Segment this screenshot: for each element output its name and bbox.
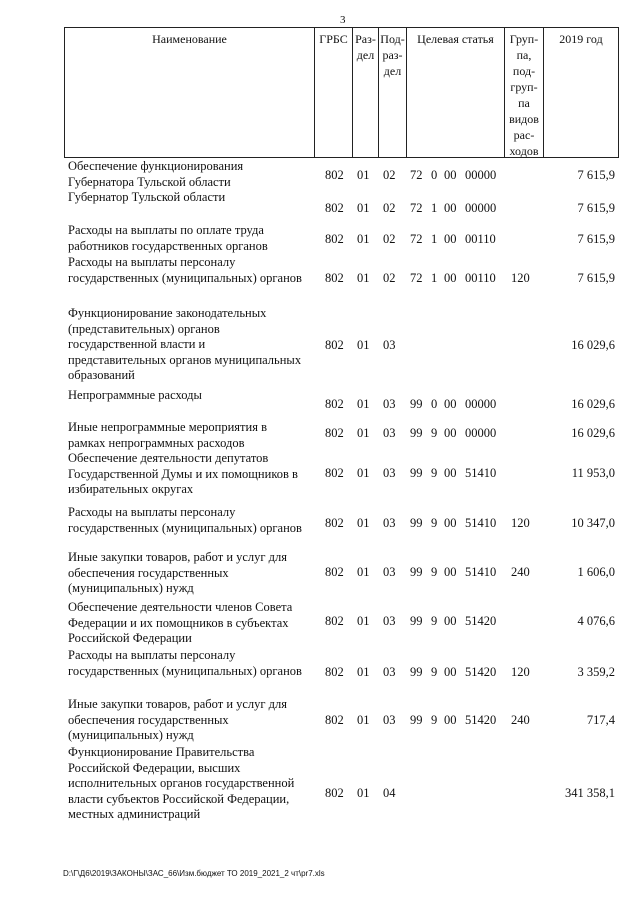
row-name-line: исполнительных органов государственной	[68, 776, 295, 790]
cell-article-program: 72	[410, 201, 423, 215]
header-article	[406, 27, 505, 158]
cell-podrazdel: 02	[383, 271, 396, 285]
row-name-line: государственных (муниципальных) органов	[68, 270, 302, 285]
row-name-line: Расходы на выплаты персоналу	[68, 505, 236, 519]
cell-podrazdel: 03	[383, 516, 396, 530]
row-name-line: Губернатора Тульской области	[68, 174, 231, 189]
row-name	[68, 600, 313, 647]
header-article-label: Целевая статья	[417, 32, 494, 46]
page-number: 3	[340, 14, 346, 26]
header-group-line: груп-	[510, 80, 538, 94]
cell-grbs: 802	[325, 786, 344, 800]
cell-article-subprogram: 0	[431, 168, 438, 182]
cell-podrazdel: 03	[383, 397, 396, 411]
cell-article-subprogram: 9	[431, 665, 438, 679]
cell-article-subprogram: 1	[431, 201, 438, 215]
cell-podrazdel: 03	[383, 338, 396, 352]
header-year-label: 2019 год	[559, 32, 603, 46]
row-name-line: Обеспечение деятельности членов Совета	[68, 600, 293, 614]
cell-article-direction: 00	[444, 397, 457, 411]
row-name	[68, 190, 313, 206]
row-name-line: обеспечения государственных	[68, 565, 229, 580]
cell-article-program: 72	[410, 232, 423, 246]
cell-article-direction: 00	[444, 466, 457, 480]
header-razdel-line: Раз-	[355, 32, 376, 46]
cell-podrazdel: 03	[383, 466, 396, 480]
file-path-footer: D:\Г\Д6\2019\ЗАКОНЫ\ЗАС_66\Изм.бюджет ТО 2019_2021_2 чт\pr7.xls	[63, 869, 325, 878]
cell-article-subprogram: 1	[431, 271, 438, 285]
row-name-line: рамках непрограммных расходов	[68, 435, 245, 450]
cell-article-program: 99	[410, 565, 423, 579]
header-group-line: па,	[516, 48, 532, 62]
cell-article-code: 51410	[465, 466, 497, 480]
cell-article-subprogram: 0	[431, 397, 438, 411]
cell-article-code: 00000	[465, 201, 497, 215]
row-name-line: (муниципальных) нужд	[68, 728, 194, 742]
cell-expense-group: 240	[511, 565, 530, 579]
cell-article-subprogram: 9	[431, 516, 438, 530]
row-name-line: государственных (муниципальных) органов	[68, 663, 302, 678]
row-name-line: местных администраций	[68, 807, 201, 821]
row-name-line: работников государственных органов	[68, 238, 268, 253]
row-name	[68, 648, 313, 679]
cell-grbs: 802	[325, 397, 344, 411]
cell-grbs: 802	[325, 168, 344, 182]
row-name-line: Российской Федерации, высших	[68, 760, 241, 775]
cell-amount: 3 359,2	[577, 665, 615, 679]
cell-amount: 11 953,0	[571, 466, 615, 480]
row-name	[68, 159, 313, 190]
header-podrazdel-line: дел	[383, 64, 402, 78]
cell-amount: 10 347,0	[571, 516, 615, 530]
header-group-line: видов	[509, 112, 539, 126]
cell-amount: 1 606,0	[577, 565, 615, 579]
row-name-line: Функционирование Правительства	[68, 745, 255, 759]
cell-podrazdel: 02	[383, 232, 396, 246]
cell-razdel: 01	[357, 232, 370, 246]
header-podrazdel-line: раз-	[382, 48, 403, 62]
cell-grbs: 802	[325, 271, 344, 285]
cell-expense-group: 240	[511, 713, 530, 727]
row-name	[68, 745, 313, 823]
cell-expense-group: 120	[511, 271, 530, 285]
cell-amount: 16 029,6	[571, 426, 615, 440]
cell-article-direction: 00	[444, 565, 457, 579]
cell-article-direction: 00	[444, 713, 457, 727]
cell-article-code: 51420	[465, 713, 497, 727]
cell-razdel: 01	[357, 271, 370, 285]
cell-grbs: 802	[325, 614, 344, 628]
cell-expense-group: 120	[511, 516, 530, 530]
cell-article-code: 00110	[465, 232, 496, 246]
cell-article-direction: 00	[444, 614, 457, 628]
cell-razdel: 01	[357, 168, 370, 182]
cell-grbs: 802	[325, 426, 344, 440]
cell-expense-group: 120	[511, 665, 530, 679]
cell-article-subprogram: 9	[431, 426, 438, 440]
cell-amount: 717,4	[586, 713, 615, 727]
cell-article-subprogram: 9	[431, 713, 438, 727]
header-group-line: ходов	[509, 144, 539, 158]
cell-article-code: 51410	[465, 565, 497, 579]
row-name	[68, 223, 313, 254]
row-name	[68, 420, 313, 451]
header-grbs	[314, 27, 353, 158]
cell-article-program: 72	[410, 271, 423, 285]
cell-amount: 7 615,9	[577, 201, 615, 215]
header-group-line: под-	[512, 64, 536, 78]
cell-razdel: 01	[357, 201, 370, 215]
cell-amount: 16 029,6	[571, 338, 615, 352]
cell-amount: 7 615,9	[577, 168, 615, 182]
cell-amount: 341 358,1	[565, 786, 615, 800]
cell-amount: 16 029,6	[571, 397, 615, 411]
cell-article-code: 51420	[465, 614, 497, 628]
row-name	[68, 388, 313, 404]
cell-article-direction: 00	[444, 232, 457, 246]
cell-grbs: 802	[325, 665, 344, 679]
row-name	[68, 255, 313, 286]
cell-razdel: 01	[357, 565, 370, 579]
cell-article-direction: 00	[444, 665, 457, 679]
cell-article-code: 00000	[465, 397, 497, 411]
row-name	[68, 505, 313, 536]
cell-article-program: 99	[410, 665, 423, 679]
header-podrazdel-line: Под-	[380, 32, 405, 46]
row-name-line: Иные закупки товаров, работ и услуг для	[68, 697, 288, 711]
row-name-line: Федерации и их помощников в субъектах	[68, 615, 289, 630]
cell-article-code: 00000	[465, 168, 497, 182]
cell-razdel: 01	[357, 426, 370, 440]
row-name	[68, 697, 313, 744]
cell-article-direction: 00	[444, 201, 457, 215]
header-year	[543, 27, 619, 158]
cell-grbs: 802	[325, 338, 344, 352]
row-name-line: Иные непрограммные мероприятия в	[68, 420, 267, 434]
cell-article-subprogram: 9	[431, 565, 438, 579]
header-razdel	[352, 27, 379, 158]
row-name-line: Функционирование законодательных	[68, 306, 267, 320]
row-name-line: Расходы на выплаты персоналу	[68, 255, 236, 269]
row-name	[68, 550, 313, 597]
cell-article-subprogram: 9	[431, 466, 438, 480]
row-name-line: представительных органов муниципальных	[68, 352, 302, 367]
row-name-line: государственной власти и	[68, 337, 206, 351]
cell-grbs: 802	[325, 565, 344, 579]
cell-article-program: 72	[410, 168, 423, 182]
row-name-line: (представительных) органов	[68, 321, 220, 336]
cell-grbs: 802	[325, 713, 344, 727]
cell-article-program: 99	[410, 516, 423, 530]
cell-grbs: 802	[325, 466, 344, 480]
row-name-line: Иные закупки товаров, работ и услуг для	[68, 550, 288, 564]
cell-article-direction: 00	[444, 271, 457, 285]
header-group	[504, 27, 544, 158]
cell-article-code: 51420	[465, 665, 497, 679]
header-group-line: Груп-	[509, 32, 539, 46]
header-razdel-line: дел	[356, 48, 375, 62]
cell-podrazdel: 03	[383, 565, 396, 579]
cell-article-program: 99	[410, 713, 423, 727]
row-name-line: Непрограммные расходы	[68, 388, 202, 402]
cell-grbs: 802	[325, 516, 344, 530]
row-name-line: Российской Федерации	[68, 631, 192, 645]
header-grbs-label: ГРБС	[319, 32, 348, 46]
cell-razdel: 01	[357, 713, 370, 727]
header-podrazdel	[378, 27, 407, 158]
row-name-line: избирательных округах	[68, 482, 194, 496]
cell-grbs: 802	[325, 201, 344, 215]
cell-podrazdel: 02	[383, 168, 396, 182]
row-name	[68, 306, 313, 384]
row-name-line: обеспечения государственных	[68, 712, 229, 727]
row-name-line: Расходы на выплаты персоналу	[68, 648, 236, 662]
cell-article-program: 99	[410, 614, 423, 628]
cell-razdel: 01	[357, 516, 370, 530]
cell-article-direction: 00	[444, 516, 457, 530]
cell-amount: 7 615,9	[577, 271, 615, 285]
cell-razdel: 01	[357, 665, 370, 679]
row-name	[68, 451, 313, 498]
cell-razdel: 01	[357, 614, 370, 628]
row-name-line: Расходы на выплаты по оплате труда	[68, 223, 264, 237]
row-name-line: власти субъектов Российской Федерации,	[68, 791, 290, 806]
cell-amount: 4 076,6	[577, 614, 615, 628]
cell-podrazdel: 03	[383, 713, 396, 727]
cell-article-code: 00110	[465, 271, 496, 285]
cell-amount: 7 615,9	[577, 232, 615, 246]
cell-article-subprogram: 9	[431, 614, 438, 628]
cell-podrazdel: 04	[383, 786, 396, 800]
cell-article-subprogram: 1	[431, 232, 438, 246]
cell-razdel: 01	[357, 786, 370, 800]
cell-article-program: 99	[410, 397, 423, 411]
header-group-line: па	[518, 96, 530, 110]
cell-article-program: 99	[410, 466, 423, 480]
cell-article-direction: 00	[444, 168, 457, 182]
cell-article-direction: 00	[444, 426, 457, 440]
row-name-line: государственных (муниципальных) органов	[68, 520, 302, 535]
row-name-line: (муниципальных) нужд	[68, 581, 194, 595]
cell-podrazdel: 03	[383, 614, 396, 628]
header-group-line: рас-	[513, 128, 535, 142]
header-name-label: Наименование	[152, 32, 227, 46]
cell-razdel: 01	[357, 466, 370, 480]
row-name-line: Губернатор Тульской области	[68, 190, 226, 204]
cell-article-code: 00000	[465, 426, 497, 440]
cell-article-code: 51410	[465, 516, 497, 530]
cell-article-program: 99	[410, 426, 423, 440]
cell-razdel: 01	[357, 338, 370, 352]
cell-podrazdel: 02	[383, 201, 396, 215]
header-name	[64, 27, 315, 158]
cell-podrazdel: 03	[383, 426, 396, 440]
row-name-line: Государственной Думы и их помощников в	[68, 466, 298, 481]
cell-podrazdel: 03	[383, 665, 396, 679]
row-name-line: Обеспечение деятельности депутатов	[68, 451, 269, 465]
cell-razdel: 01	[357, 397, 370, 411]
row-name-line: Обеспечение функционирования	[68, 159, 244, 173]
row-name-line: образований	[68, 368, 135, 382]
cell-grbs: 802	[325, 232, 344, 246]
